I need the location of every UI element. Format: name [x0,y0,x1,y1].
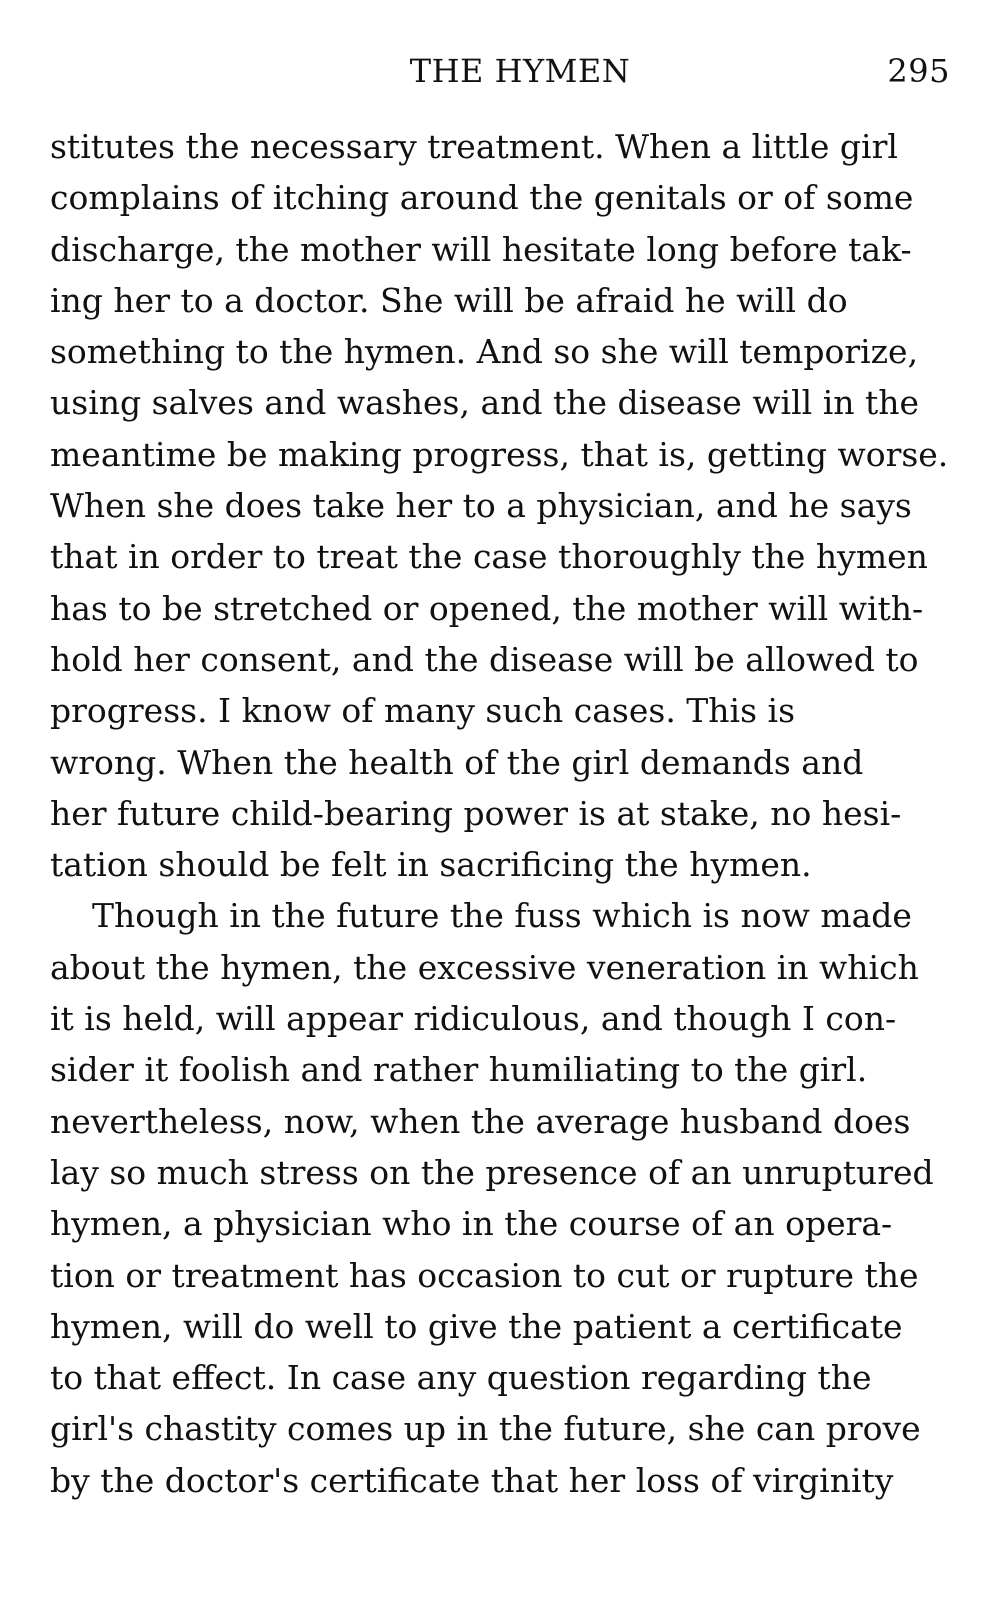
running-header [50,46,950,96]
text-line: nevertheless, now, when the average husband does [50,1101,911,1141]
text-line: by the doctor's certificate that her loss of virginity [50,1460,894,1500]
text-line: lay so much stress on the presence of an unruptured [50,1152,934,1192]
body-text [50,121,960,1506]
text-line: something to the hymen. And so she will temporize, [50,332,919,372]
text-line: hold her consent, and the disease will be allowed to [50,639,919,679]
text-line: tation should be felt in sacrificing the hymen. [50,845,812,885]
text-line: about the hymen, the excessive veneration in which [50,947,919,987]
text-line: progress. I know of many such cases. This is [50,691,796,731]
text-line: stitutes the necessary treatment. When a little girl [50,127,898,166]
page-number: 295 [887,52,950,90]
text-line: tion or treatment has occasion to cut or rupture the [50,1255,919,1295]
text-line: has to be stretched or opened, the mother will with- [50,588,924,628]
paragraph-first-line: Though in the future the fuss which is now made [92,896,912,936]
text-line: hymen, will do well to give the patient a certificate [50,1306,903,1346]
text-line: her future child-bearing power is at stake, no hesi- [50,793,902,833]
text-line: ing her to a doctor. She will be afraid he will do [50,280,848,320]
text-line: When she does take her to a physician, and he says [50,486,912,526]
text-line: meantime be making progress, that is, getting worse. [50,434,949,474]
text-line: that in order to treat the case thoroughly the hymen [50,537,928,577]
text-line: girl's chastity comes up in the future, she can prove [50,1409,921,1449]
text-line: sider it foolish and rather humiliating to the girl. [50,1050,868,1090]
running-title: THE HYMEN [409,52,631,90]
text-line: to that effect. In case any question regarding the [50,1358,872,1398]
text-line: complains of itching around the genitals or of some [50,178,914,218]
text-line: using salves and washes, and the disease will in the [50,383,920,423]
text-line: wrong. When the health of the girl demands and [50,742,864,782]
text-line: hymen, a physician who in the course of an opera- [50,1204,893,1244]
text-line: it is held, will appear ridiculous, and though I con- [50,999,897,1039]
text-line: discharge, the mother will hesitate long before tak- [50,229,912,269]
